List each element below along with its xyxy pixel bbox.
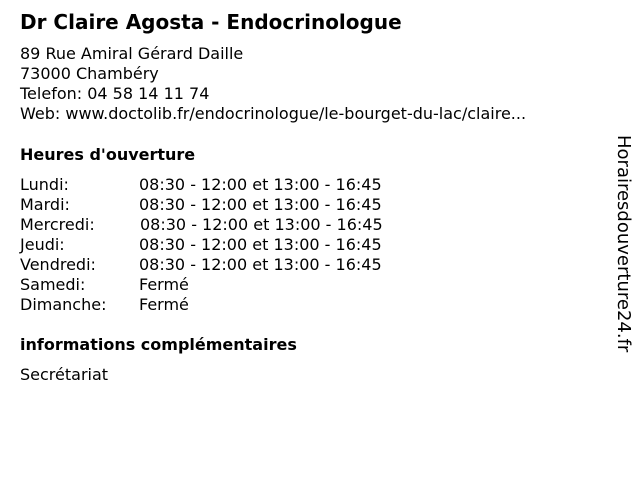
day-label: Vendredi: (20, 255, 96, 274)
address-block (20, 44, 526, 124)
time-value: 08:30 - 12:00 et 13:00 - 16:45 (139, 195, 382, 214)
website-link[interactable]: Web: www.doctolib.fr/endocrinologue/le-bourget-du-lac/claire... (20, 104, 527, 123)
street-address: 89 Rue Amiral Gérard Daille (20, 44, 244, 63)
day-label: Mardi: (20, 195, 70, 214)
time-value: 08:30 - 12:00 et 13:00 - 16:45 (139, 255, 382, 274)
time-value: Fermé (139, 295, 189, 314)
day-label: Mercredi: (20, 215, 95, 234)
day-label: Samedi: (20, 275, 86, 294)
day-label: Lundi: (20, 175, 69, 194)
hours-heading: Heures d'ouverture (20, 145, 196, 164)
site-watermark: Horairesdouverture24.fr (613, 135, 634, 353)
page-title: Dr Claire Agosta - Endocrinologue (20, 10, 402, 34)
info-text: Secrétariat (20, 365, 109, 384)
day-label: Dimanche: (20, 295, 107, 314)
time-value: Fermé (139, 275, 189, 294)
time-value: 08:30 - 12:00 et 13:00 - 16:45 (140, 215, 383, 234)
city-address: 73000 Chambéry (20, 64, 159, 83)
info-heading: informations complémentaires (20, 335, 297, 354)
day-label: Jeudi: (20, 235, 65, 254)
phone-number: Telefon: 04 58 14 11 74 (20, 84, 210, 103)
time-value: 08:30 - 12:00 et 13:00 - 16:45 (139, 175, 382, 194)
time-value: 08:30 - 12:00 et 13:00 - 16:45 (139, 235, 382, 254)
